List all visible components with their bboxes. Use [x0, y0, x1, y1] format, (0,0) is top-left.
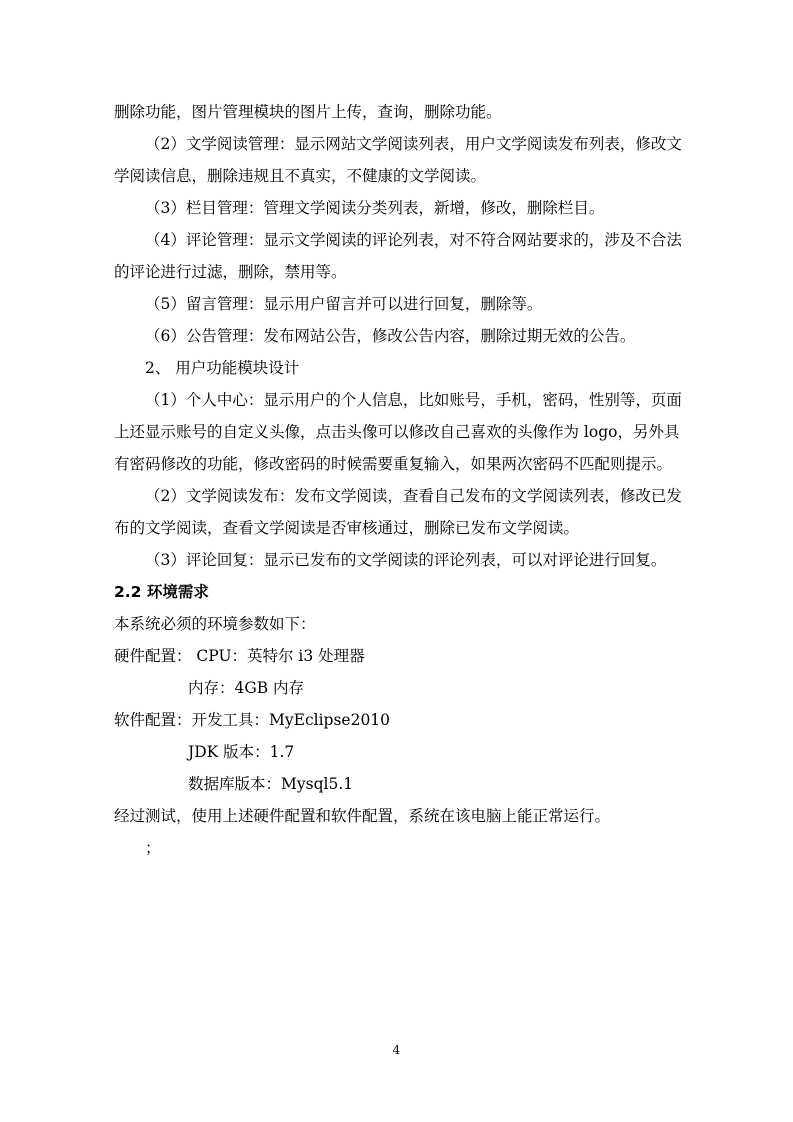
paragraph-line: 有密码修改的功能，修改密码的时候需要重复输入，如果两次密码不匹配则提示。 — [114, 455, 673, 473]
paragraph-line: （5）留言管理：显示用户留言并可以进行回复，删除等。 — [145, 295, 543, 313]
paragraph-line: 本系统必须的环境参数如下： — [114, 615, 316, 633]
paragraph-line: 布的文学阅读，查看文学阅读是否审核通过，删除已发布文学阅读。 — [114, 519, 580, 537]
paragraph-line: 学阅读信息，删除违规且不真实，不健康的文学阅读。 — [114, 167, 487, 185]
paragraph-line: （6）公告管理：发布网站公告，修改公告内容，删除过期无效的公告。 — [145, 327, 636, 345]
paragraph-line: 内存：4GB 内存 — [188, 679, 305, 697]
paragraph-line: （3）评论回复：显示已发布的文学阅读的评论列表，可以对评论进行回复。 — [145, 551, 667, 569]
paragraph-line: （3）栏目管理：管理文学阅读分类列表，新增，修改，删除栏目。 — [145, 199, 605, 217]
section-subheading: 2、 用户功能模块设计 — [145, 359, 300, 377]
paragraph-line: 软件配置：开发工具：MyEclipse2010 — [114, 711, 391, 729]
page-number: 4 — [392, 1043, 401, 1057]
paragraph-line: （2）文学阅读发布：发布文学阅读，查看自己发布的文学阅读列表，修改已发 — [145, 487, 682, 505]
paragraph-line: （2）文学阅读管理：显示网站文学阅读列表，用户文学阅读发布列表，修改文 — [145, 135, 682, 153]
paragraph-line: ； — [145, 839, 161, 857]
paragraph-line: （4）评论管理：显示文学阅读的评论列表，对不符合网站要求的，涉及不合法 — [145, 231, 682, 249]
paragraph-line: 的评论进行过滤，删除，禁用等。 — [114, 263, 347, 281]
paragraph-line: 数据库版本：Mysql5.1 — [188, 775, 354, 793]
paragraph-line: 删除功能，图片管理模块的图片上传，查询，删除功能。 — [114, 103, 502, 121]
section-heading: 2.2 环境需求 — [114, 583, 209, 601]
paragraph-line: 上还显示账号的自定义头像，点击头像可以修改自己喜欢的头像作为 logo，另外具 — [114, 423, 680, 441]
paragraph-line: 经过测试，使用上述硬件配置和软件配置，系统在该电脑上能正常运行。 — [114, 807, 611, 825]
paragraph-line: （1）个人中心：显示用户的个人信息，比如账号，手机，密码，性别等，页面 — [145, 391, 682, 409]
paragraph-line: JDK 版本：1.7 — [188, 743, 295, 761]
paragraph-line: 硬件配置： CPU：英特尔 i3 处理器 — [114, 647, 365, 665]
